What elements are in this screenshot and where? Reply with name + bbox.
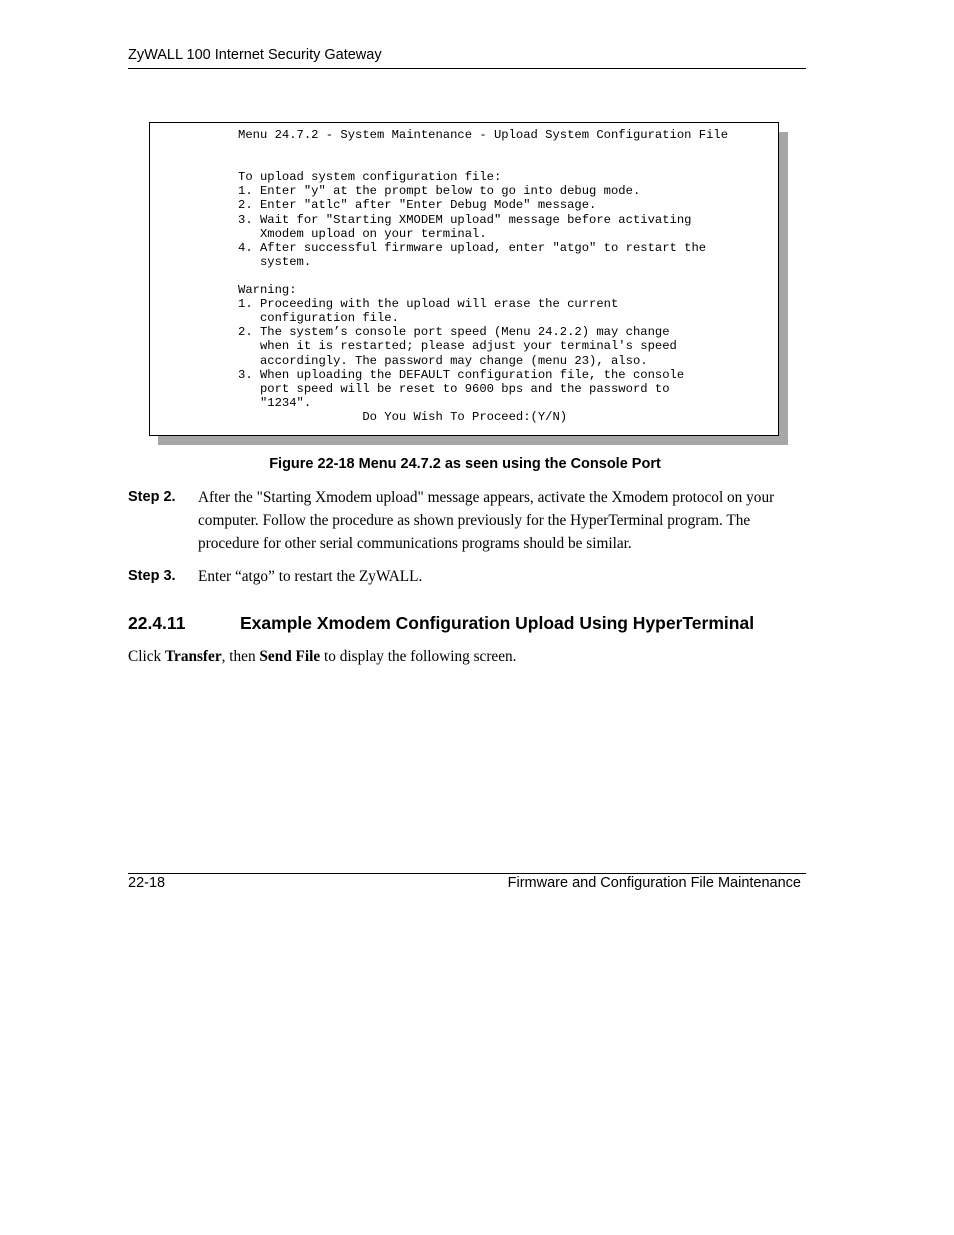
console-screen-figure [149, 122, 779, 436]
send-file-menu-ref: Send File [259, 648, 321, 665]
transfer-menu-ref: Transfer [164, 648, 222, 665]
step-3-text: Enter “atgo” to restart the ZyWALL. [198, 568, 423, 585]
step-2-label: Step 2. [128, 489, 176, 505]
console-menu-text: Menu 24.7.2 - System Maintenance - Upload System Configuration File To upload system configuration file: 1. Enter "y" at the prompt below to go into debug mode. 2. Enter "atlc" after "Enter Debug Mode" message. 3. Wait for "Starting XMODEM upload" message before activating Xmodem upload on your terminal. 4. After successful firmware upload, enter "atgo" to restart the system. Warning: 1. Proceeding with the upload will erase the current configuration file. 2. The system’s console port speed (Menu 24.2.2) may change when it is restarted; please adjust your terminal's speed accordingly. The password may change (menu 23), also. 3. When uploading the DEFAULT configuration file, the console port speed will be reset to 9600 bps and the password to "1234". Do You Wish To Proceed:(Y/N) [238, 128, 729, 424]
paragraph-suffix: to display the following screen. [320, 648, 517, 665]
paragraph-prefix: Click [128, 648, 165, 665]
step-2-text: After the "Starting Xmodem upload" message appears, activate the Xmodem protocol on your computer. Follow the procedure as shown previously for the HyperTerminal program. The procedure for other serial communications programs should be similar. [198, 489, 775, 552]
step-3-label: Step 3. [128, 568, 176, 584]
header-divider [128, 68, 806, 69]
running-header: ZyWALL 100 Internet Security Gateway [128, 47, 382, 63]
section-number: 22.4.11 [128, 613, 186, 633]
page-number: 22-18 [128, 875, 166, 891]
section-title: Example Xmodem Configuration Upload Using HyperTerminal [240, 613, 755, 633]
paragraph-middle: , then [221, 648, 260, 665]
footer-divider [128, 873, 806, 874]
instruction-paragraph [128, 648, 516, 666]
chapter-title: Firmware and Configuration File Maintenance [507, 875, 801, 891]
figure-caption: Figure 22-18 Menu 24.7.2 as seen using the Console Port [269, 456, 661, 472]
